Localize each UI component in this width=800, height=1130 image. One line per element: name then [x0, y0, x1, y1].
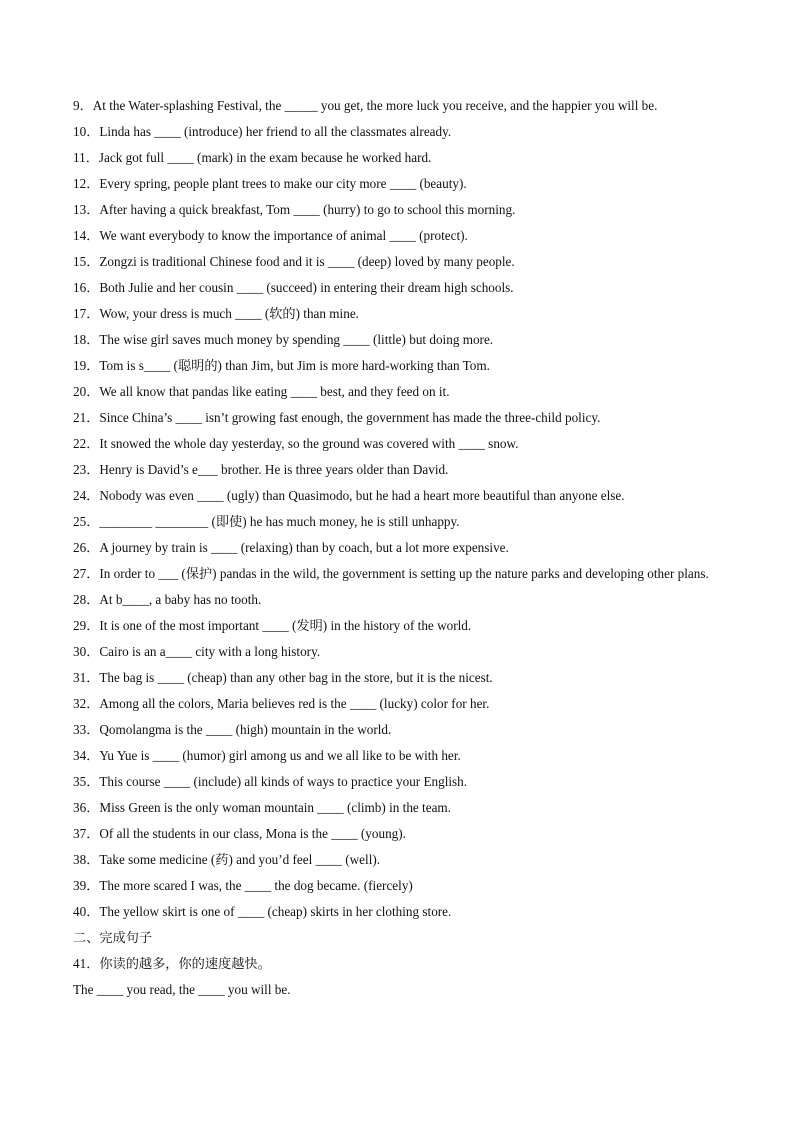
question-item [73, 405, 728, 431]
question-item [73, 145, 728, 171]
question-item [73, 509, 728, 535]
question-text: Henry is David’s e___ brother. He is three years older than David. [99, 462, 449, 477]
question-text: Tom is s____ (聪明的) than Jim, but Jim is more hard-working than Tom. [99, 358, 490, 373]
question-text: Take some medicine (药) and you’d feel ____ (well). [99, 852, 381, 867]
question-text: Yu Yue is ____ (humor) girl among us and we all like to be with her. [99, 748, 461, 763]
question-41-answer-line: The ____ you read, the ____ you will be. [73, 982, 291, 997]
question-number: 11． [73, 150, 99, 165]
exercise-list [73, 93, 728, 1003]
question-item [73, 457, 728, 483]
question-text: The wise girl saves much money by spending ____ (little) but doing more. [99, 332, 494, 347]
question-text: This course ____ (include) all kinds of ways to practice your English. [99, 774, 468, 789]
question-text: At the Water-splashing Festival, the _____ you get, the more luck you receive, and the happier you will be. [92, 98, 658, 113]
question-number: 19． [73, 358, 100, 373]
question-item [73, 197, 728, 223]
question-number: 38． [73, 852, 100, 867]
question-text: The more scared I was, the ____ the dog became. (fiercely) [99, 878, 413, 893]
question-41-prompt [73, 951, 728, 977]
question-number: 16． [73, 280, 100, 295]
question-text: Wow, your dress is much ____ (软的) than mine. [99, 306, 359, 321]
question-item [73, 691, 728, 717]
question-number: 30． [73, 644, 100, 659]
question-item [73, 587, 728, 613]
question-text: The bag is ____ (cheap) than any other bag in the store, but it is the nicest. [99, 670, 493, 685]
question-number: 12． [73, 176, 100, 191]
question-number: 28． [73, 592, 100, 607]
question-number: 35． [73, 774, 100, 789]
question-item [73, 795, 728, 821]
question-number: 18． [73, 332, 100, 347]
question-number: 17． [73, 306, 100, 321]
question-item [73, 873, 728, 899]
question-item [73, 249, 728, 275]
question-item [73, 535, 728, 561]
question-number: 25． [73, 514, 100, 529]
question-number: 39． [73, 878, 100, 893]
question-item [73, 353, 728, 379]
question-item [73, 483, 728, 509]
question-text: At b____, a baby has no tooth. [99, 592, 262, 607]
question-item [73, 275, 728, 301]
question-text: Miss Green is the only woman mountain ____ (climb) in the team. [99, 800, 451, 815]
question-item [73, 119, 728, 145]
question-text: Every spring, people plant trees to make our city more ____ (beauty). [99, 176, 467, 191]
question-number: 37． [73, 826, 100, 841]
question-item [73, 93, 728, 119]
question-text: Since China’s ____ isn’t growing fast enough, the government has made the three-child policy. [99, 410, 601, 425]
question-text: It snowed the whole day yesterday, so the ground was covered with ____ snow. [99, 436, 519, 451]
question-text: After having a quick breakfast, Tom ____ (hurry) to go to school this morning. [99, 202, 516, 217]
question-number: 41． [73, 956, 100, 971]
question-text: Of all the students in our class, Mona is the ____ (young). [99, 826, 406, 841]
question-item [73, 639, 728, 665]
question-item [73, 769, 728, 795]
question-item [73, 171, 728, 197]
question-text: The yellow skirt is one of ____ (cheap) skirts in her clothing store. [99, 904, 452, 919]
question-text: ________ ________ (即使) he has much money, he is still unhappy. [99, 514, 460, 529]
question-number: 27． [73, 566, 100, 581]
question-number: 15． [73, 254, 100, 269]
question-number: 33． [73, 722, 100, 737]
question-number: 36． [73, 800, 100, 815]
question-text: Both Julie and her cousin ____ (succeed) in entering their dream high schools. [99, 280, 514, 295]
question-text: Nobody was even ____ (ugly) than Quasimodo, but he had a heart more beautiful than anyone else. [99, 488, 625, 503]
question-number: 32． [73, 696, 100, 711]
question-number: 14． [73, 228, 100, 243]
question-text: We want everybody to know the importance of animal ____ (protect). [99, 228, 468, 243]
question-number: 21． [73, 410, 100, 425]
question-text: Jack got full ____ (mark) in the exam because he worked hard. [98, 150, 432, 165]
question-item [73, 327, 728, 353]
question-number: 29． [73, 618, 100, 633]
question-item [73, 717, 728, 743]
question-text: Zongzi is traditional Chinese food and it is ____ (deep) loved by many people. [99, 254, 515, 269]
question-item [73, 223, 728, 249]
question-number: 24． [73, 488, 100, 503]
question-item [73, 821, 728, 847]
question-text: A journey by train is ____ (relaxing) than by coach, but a lot more expensive. [99, 540, 509, 555]
question-text: It is one of the most important ____ (发明) in the history of the world. [99, 618, 472, 633]
question-number: 20． [73, 384, 100, 399]
question-number: 31． [73, 670, 100, 685]
question-items [73, 93, 728, 925]
question-text: Cairo is an a____ city with a long history. [99, 644, 321, 659]
section-heading: 二、完成句子 [73, 930, 153, 945]
question-item [73, 431, 728, 457]
question-number: 10． [73, 124, 100, 139]
question-item [73, 561, 728, 587]
question-text: We all know that pandas like eating ____ best, and they feed on it. [99, 384, 450, 399]
question-number: 13． [73, 202, 100, 217]
question-number: 26． [73, 540, 100, 555]
question-number: 9． [73, 98, 93, 113]
question-item [73, 743, 728, 769]
question-number: 40． [73, 904, 100, 919]
question-text: In order to ___ (保护) pandas in the wild, the government is setting up the nature parks and developing other plans. [99, 566, 709, 581]
question-number: 23． [73, 462, 100, 477]
question-item [73, 847, 728, 873]
question-text: Qomolangma is the ____ (high) mountain in the world. [99, 722, 392, 737]
question-item [73, 665, 728, 691]
question-item [73, 613, 728, 639]
question-chinese-text: 你读的越多，你的速度越快。 [99, 956, 271, 971]
question-number: 22． [73, 436, 100, 451]
question-item [73, 899, 728, 925]
question-item [73, 379, 728, 405]
question-item [73, 301, 728, 327]
question-text: Among all the colors, Maria believes red is the ____ (lucky) color for her. [99, 696, 490, 711]
question-text: Linda has ____ (introduce) her friend to all the classmates already. [99, 124, 452, 139]
question-number: 34． [73, 748, 100, 763]
